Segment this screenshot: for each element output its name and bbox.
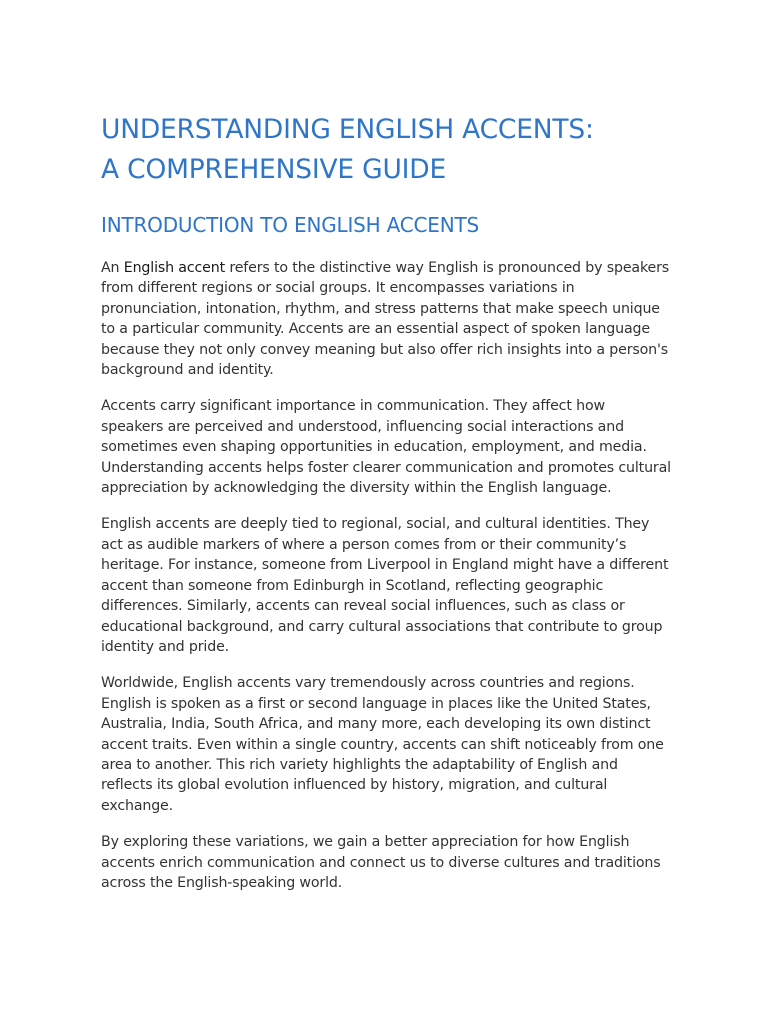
paragraph-definition-lead: An (101, 260, 124, 276)
document-title-line-2: A COMPREHENSIVE GUIDE (101, 154, 447, 185)
paragraph-importance: Accents carry significant importance in communication. They affect how speakers are perceived and understood, influencing social interactions and sometimes even shaping opportunities in education, employment, and media. Understanding accents helps foster clearer communication and promotes cultural appreciation by acknowledging the diversity within the English language. (101, 398, 671, 497)
term-english-accent: English accent (123, 260, 225, 276)
paragraph-conclusion: By exploring these variations, we gain a better appreciation for how English accents enrich communication and connect us to diverse cultures and traditions across the English-speaking world. (101, 834, 661, 891)
paragraph-worldwide: Worldwide, English accents vary tremendously across countries and regions. English is spoken as a first or second language in places like the United States, Australia, India, South Africa, and many more, each developing its own distinct accent traits. Even within a single country, accents can shift noticeably from one area to another. This rich variety highlights the adaptability of English and reflects its global evolution influenced by history, migration, and cultural exchange. (101, 675, 664, 814)
document-title-line-1: UNDERSTANDING ENGLISH ACCENTS: (101, 114, 594, 145)
paragraph-definition-text: refers to the distinctive way English is pronounced by speakers from different regions or social groups. It encompasses variations in pronunciation, intonation, rhythm, and stress patterns that make speech unique to a particular community. Accents are an essential aspect of spoken language because they not only convey meaning but also offer rich insights into a person's background and identity. (101, 260, 670, 379)
document-title (101, 110, 671, 190)
section-heading-introduction: INTRODUCTION TO ENGLISH ACCENTS (101, 213, 480, 237)
paragraph-identity: English accents are deeply tied to regional, social, and cultural identities. They act as audible markers of where a person comes from or their community’s heritage. For instance, someone from Liverpool in England might have a different accent than someone from Edinburgh in Scotland, reflecting geographic differences. Similarly, accents can reveal social influences, such as class or educational background, and carry cultural associations that contribute to group identity and pride. (101, 516, 669, 655)
document-content (101, 110, 671, 909)
paragraph-definition (101, 258, 671, 380)
